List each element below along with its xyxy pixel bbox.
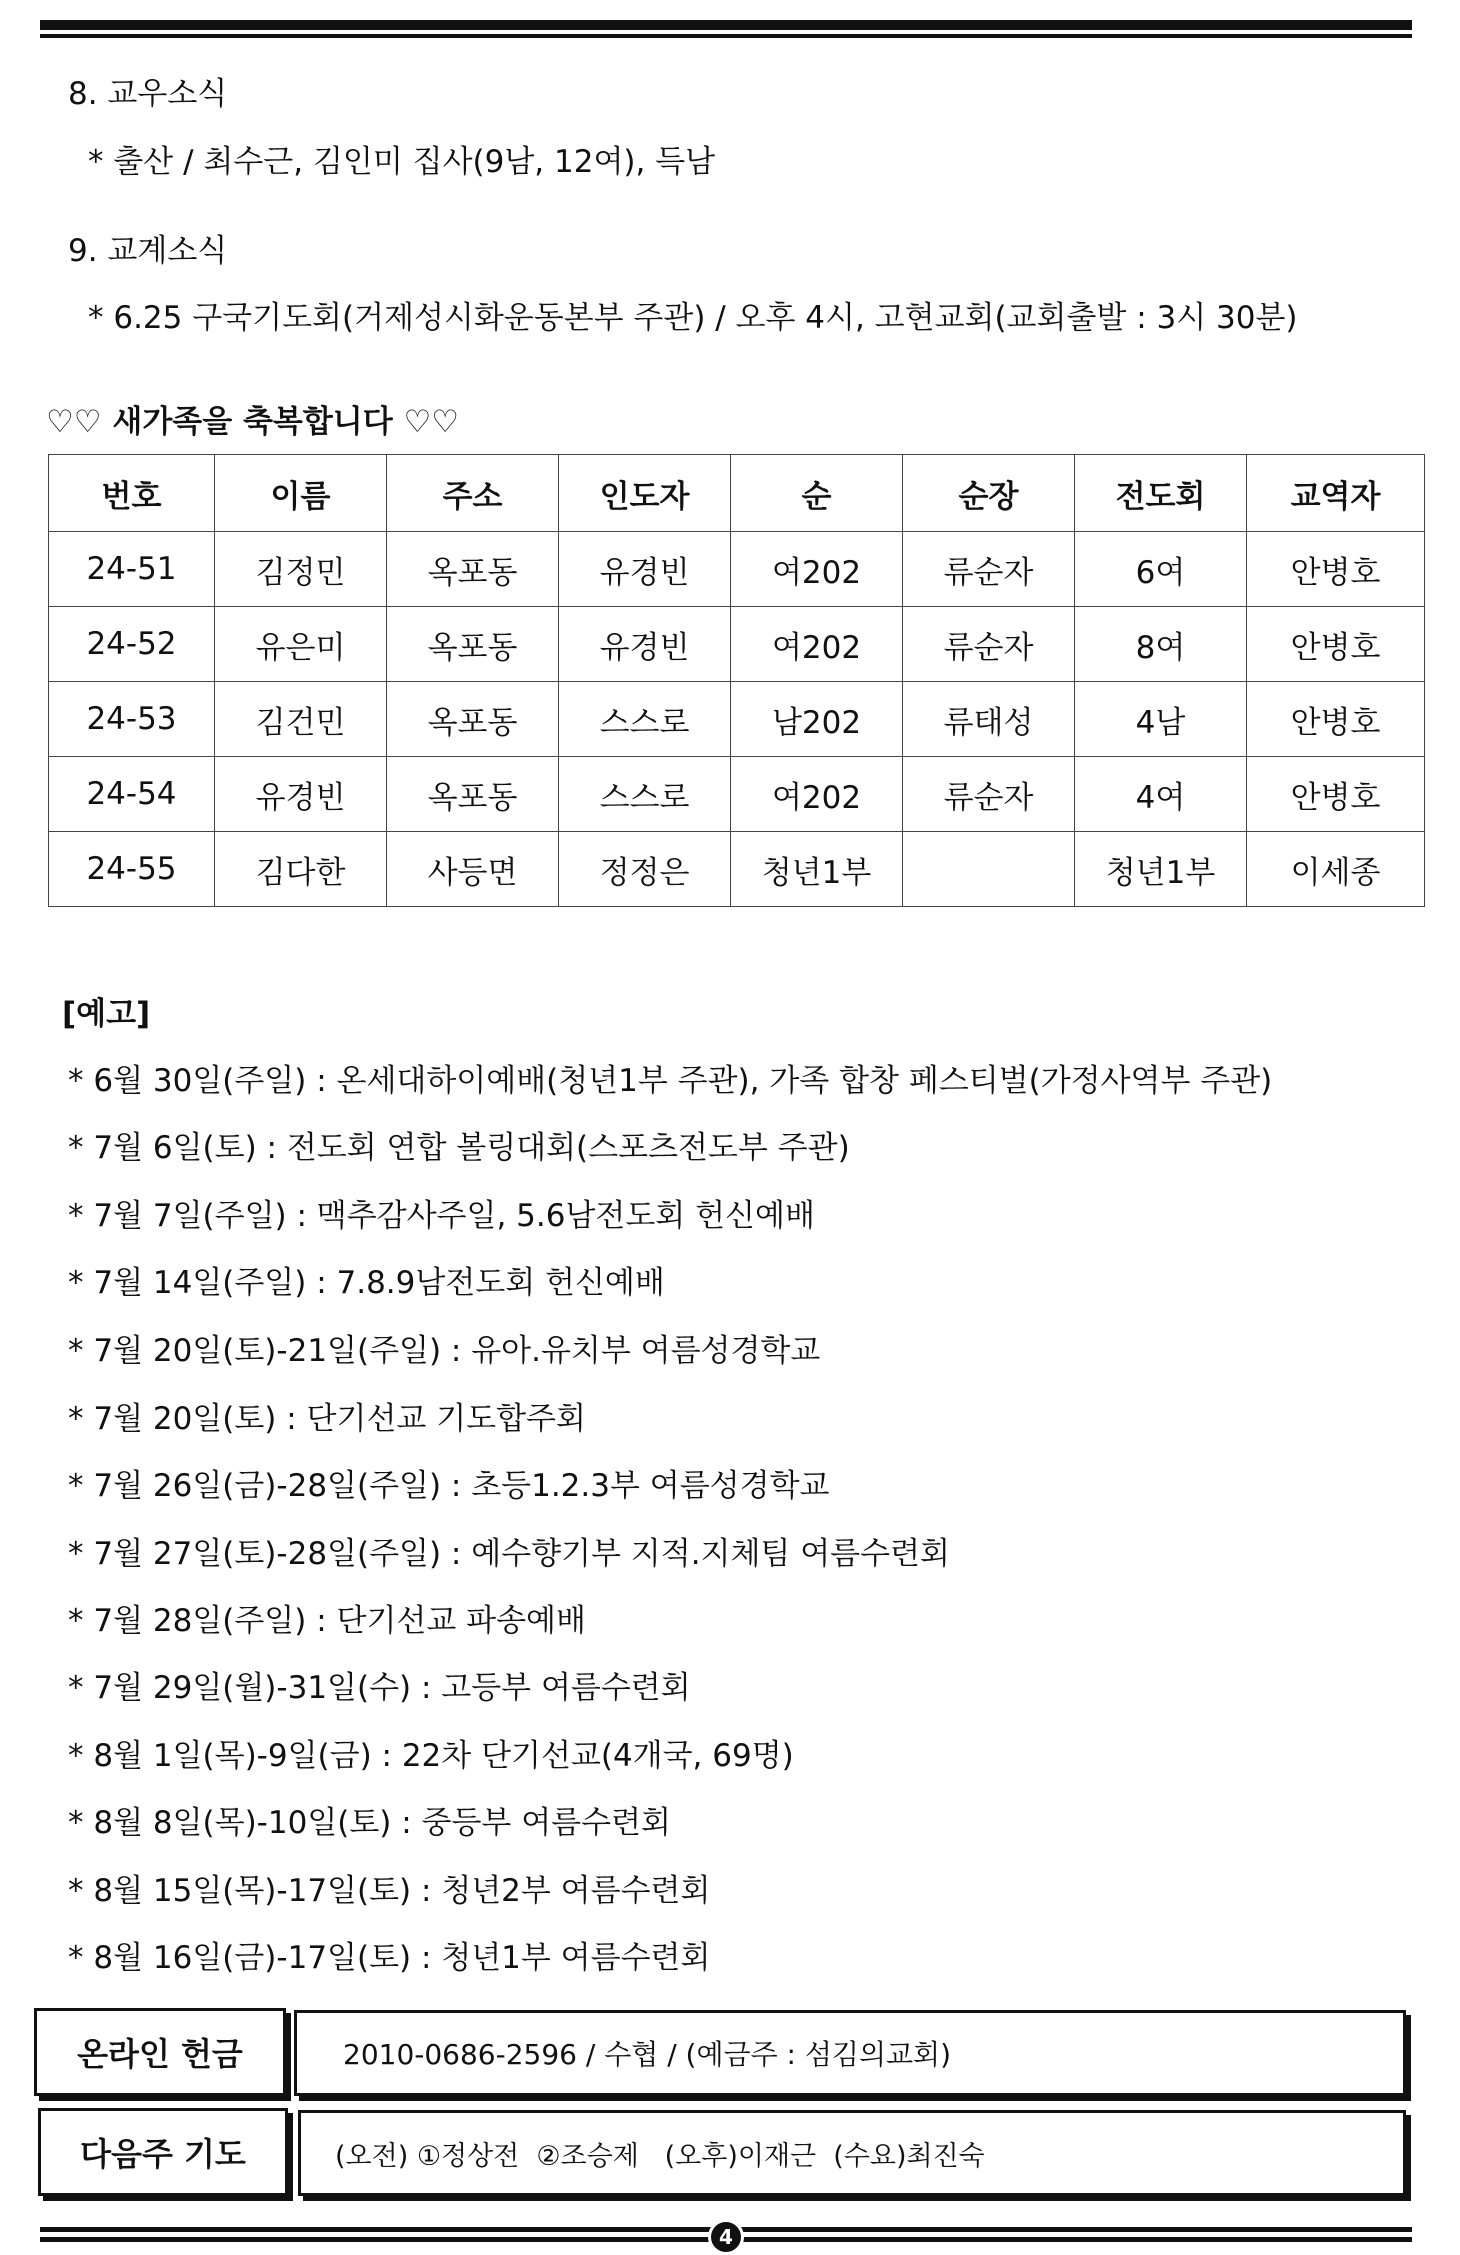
table-cell: 안병호 xyxy=(1247,757,1425,832)
table-cell: 김다한 xyxy=(215,832,387,907)
table-row xyxy=(49,757,1425,832)
next-prayer-box xyxy=(298,2110,1406,2196)
table-header-row xyxy=(49,455,1425,532)
table-cell: 스스로 xyxy=(559,682,731,757)
notice-item: * 7월 27일(토)-28일(주일) : 예수향기부 지적.지체팀 여름수련회 xyxy=(68,1536,950,1572)
table-cell: 청년1부 xyxy=(1075,832,1247,907)
column-header-group: 순 xyxy=(731,455,903,532)
table-cell: 옥포동 xyxy=(387,682,559,757)
online-offering-label: 온라인 헌금 xyxy=(34,2008,286,2096)
column-header-mission-society: 전도회 xyxy=(1075,455,1247,532)
notice-item: * 7월 20일(토)-21일(주일) : 유아.유치부 여름성경학교 xyxy=(68,1333,821,1369)
table-cell: 유경빈 xyxy=(559,607,731,682)
table-cell: 이세종 xyxy=(1247,832,1425,907)
table-cell: 안병호 xyxy=(1247,532,1425,607)
column-header-number: 번호 xyxy=(49,455,215,532)
next-prayer-names: (오전) ①정상전 ②조승제 (오후)이재근 (수요)최진숙 xyxy=(335,2140,985,2172)
table-cell: 24-54 xyxy=(49,757,215,832)
notice-item: * 8월 8일(목)-10일(토) : 중등부 여름수련회 xyxy=(68,1805,671,1841)
table-cell: 정정은 xyxy=(559,832,731,907)
column-header-pastor: 교역자 xyxy=(1247,455,1425,532)
table-cell xyxy=(903,832,1075,907)
notice-item: * 7월 6일(토) : 전도회 연합 볼링대회(스포츠전도부 주관) xyxy=(68,1130,850,1166)
top-rule xyxy=(40,20,1412,38)
table-cell: 유은미 xyxy=(215,607,387,682)
notice-item: * 7월 7일(주일) : 맥추감사주일, 5.6남전도회 헌신예배 xyxy=(68,1198,815,1234)
column-header-guide: 인도자 xyxy=(559,455,731,532)
table-cell: 류순자 xyxy=(903,532,1075,607)
online-offering-account: 2010-0686-2596 / 수협 / (예금주 : 섬김의교회) xyxy=(343,2038,952,2071)
table-row xyxy=(49,532,1425,607)
table-cell: 여202 xyxy=(731,532,903,607)
notice-item: * 7월 29일(월)-31일(수) : 고등부 여름수련회 xyxy=(68,1670,691,1706)
table-cell: 김정민 xyxy=(215,532,387,607)
table-row xyxy=(49,607,1425,682)
new-family-table xyxy=(48,454,1425,907)
table-cell: 안병호 xyxy=(1247,682,1425,757)
notice-item: * 8월 16일(금)-17일(토) : 청년1부 여름수련회 xyxy=(68,1940,711,1976)
notice-item: * 7월 26일(금)-28일(주일) : 초등1.2.3부 여름성경학교 xyxy=(68,1468,830,1504)
online-offering-box xyxy=(294,2010,1406,2096)
notice-item: * 6월 30일(주일) : 온세대하이예배(청년1부 주관), 가족 합창 페스티벌(가정사역부 주관) xyxy=(68,1063,1273,1099)
table-cell: 류태성 xyxy=(903,682,1075,757)
church-news-heading: 9. 교계소식 xyxy=(68,233,228,269)
notice-item: * 8월 15일(목)-17일(토) : 청년2부 여름수련회 xyxy=(68,1873,711,1909)
table-cell: 8여 xyxy=(1075,607,1247,682)
page-number-badge: 4 xyxy=(708,2219,744,2255)
table-cell: 옥포동 xyxy=(387,607,559,682)
table-cell: 옥포동 xyxy=(387,532,559,607)
bottom-rule xyxy=(40,2225,1412,2249)
top-rule-thick xyxy=(40,20,1412,30)
column-header-group-leader: 순장 xyxy=(903,455,1075,532)
table-cell: 사등면 xyxy=(387,832,559,907)
table-cell: 여202 xyxy=(731,607,903,682)
table-row xyxy=(49,832,1425,907)
alumni-news-heading: 8. 교우소식 xyxy=(68,76,228,112)
new-family-heading: ♡♡ 새가족을 축복합니다 ♡♡ xyxy=(46,404,460,440)
next-prayer-label: 다음주 기도 xyxy=(38,2108,288,2196)
alumni-news-item: * 출산 / 최수근, 김인미 집사(9남, 12여), 득남 xyxy=(88,144,716,180)
table-row xyxy=(49,682,1425,757)
table-cell: 6여 xyxy=(1075,532,1247,607)
column-header-address: 주소 xyxy=(387,455,559,532)
table-cell: 4여 xyxy=(1075,757,1247,832)
notice-item: * 8월 1일(목)-9일(금) : 22차 단기선교(4개국, 69명) xyxy=(68,1738,794,1774)
table-cell: 24-53 xyxy=(49,682,215,757)
table-cell: 남202 xyxy=(731,682,903,757)
table-cell: 스스로 xyxy=(559,757,731,832)
table-cell: 여202 xyxy=(731,757,903,832)
table-cell: 안병호 xyxy=(1247,607,1425,682)
notices-title: [예고] xyxy=(62,996,151,1032)
notice-item: * 7월 28일(주일) : 단기선교 파송예배 xyxy=(68,1603,586,1639)
table-cell: 24-55 xyxy=(49,832,215,907)
table-cell: 옥포동 xyxy=(387,757,559,832)
table-cell: 류순자 xyxy=(903,607,1075,682)
notice-item: * 7월 14일(주일) : 7.8.9남전도회 헌신예배 xyxy=(68,1265,665,1301)
top-rule-thin xyxy=(40,34,1412,38)
table-cell: 류순자 xyxy=(903,757,1075,832)
table-cell: 유경빈 xyxy=(559,532,731,607)
table-cell: 24-51 xyxy=(49,532,215,607)
table-cell: 유경빈 xyxy=(215,757,387,832)
church-news-item: * 6.25 구국기도회(거제성시화운동본부 주관) / 오후 4시, 고현교회(교회출발 : 3시 30분) xyxy=(88,300,1298,336)
table-cell: 김건민 xyxy=(215,682,387,757)
table-cell: 청년1부 xyxy=(731,832,903,907)
table-cell: 4남 xyxy=(1075,682,1247,757)
column-header-name: 이름 xyxy=(215,455,387,532)
table-cell: 24-52 xyxy=(49,607,215,682)
notice-item: * 7월 20일(토) : 단기선교 기도합주회 xyxy=(68,1401,586,1437)
